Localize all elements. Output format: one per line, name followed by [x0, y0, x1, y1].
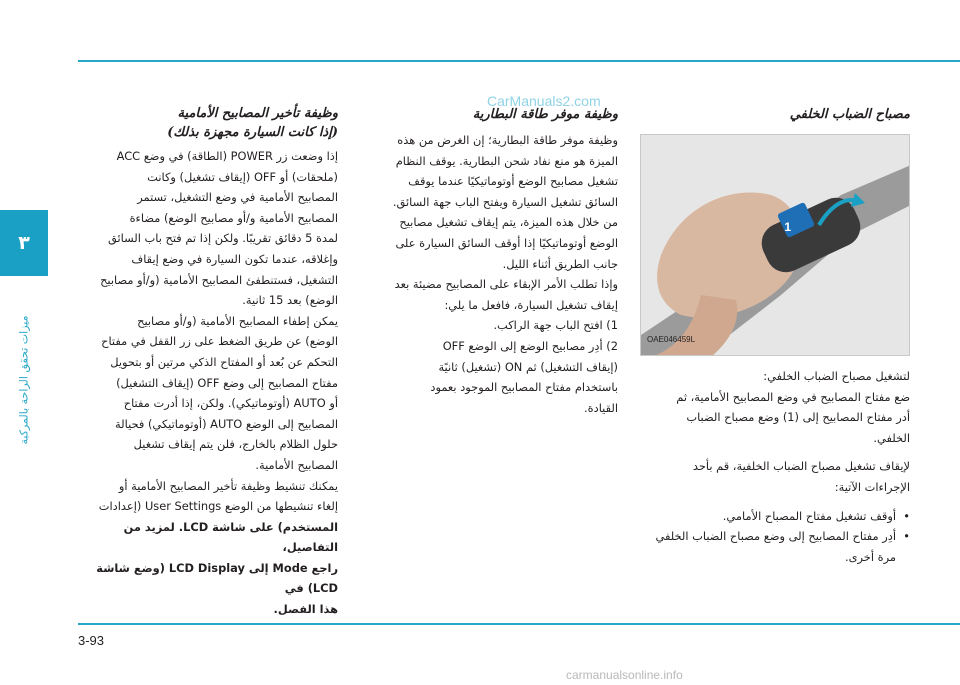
text-line: المصابيح الأمامية. [255, 457, 338, 472]
text-line: إيقاف تشغيل السيارة، فافعل ما يلي: [444, 297, 618, 312]
text-line: المصابيح الأمامية في وضع التشغيل، تستمر [137, 190, 338, 205]
text-line: أدر مفتاح المصابيح إلى (1) وضع مصباح الضباب [686, 410, 910, 425]
step-line: القيادة. [584, 400, 618, 415]
text-line: وظيفة موفر طاقة البطارية؛ إن الغرض من هذه [397, 133, 618, 147]
text-line: تشغيل مصابيح الوضع أوتوماتيكيًا عندما يوقف [408, 174, 618, 189]
headlight-delay-heading [78, 104, 338, 142]
battery-saver-heading: وظيفة موفر طاقة البطارية [472, 107, 618, 122]
text-line: أو AUTO (أوتوماتيكي). ولكن، إذا أدرت مفتاح [123, 396, 338, 411]
heading-line: (إذا كانت السيارة مجهزة بذلك) [167, 125, 338, 140]
rear-fog-heading: مصباح الضباب الخلفي [789, 107, 910, 122]
chapter-tab [0, 210, 48, 276]
svg-text:1: 1 [784, 220, 791, 234]
image-code: OAE046459L [647, 335, 696, 345]
text-line: إلغاء تنشيطها من الوضع User Settings (إعدادات [98, 499, 338, 514]
text-line: الوضع أوتوماتيكيًا إذا أوقف السائق السيارة على [395, 235, 618, 250]
watermark-top: CarManuals2.com [487, 93, 601, 109]
text-line: المصابيح إلى الوضع AUTO (أوتوماتيكي) فحيالة [115, 416, 338, 431]
chapter-number: ٣ [18, 232, 30, 254]
bottom-divider [78, 623, 960, 625]
text-line: الوضع) بعد 15 ثانية. [242, 293, 338, 308]
heading-line: وظيفة تأخير المصابيح الأمامية [177, 106, 338, 121]
step-line: 1) افتح الباب جهة الراكب. [493, 318, 618, 333]
text-line: يمكنك تنشيط وظيفة تأخير المصابيح الأمامية أو [118, 478, 338, 493]
step-line: (إيقاف التشغيل) ثم ON (تشغيل) ثانيًة [438, 359, 618, 374]
bullet-item: • أدِر مفتاح المصابيح إلى وضع مصباح الضباب الخلفي مرة أخرى. [640, 526, 910, 567]
text-line: ضع مفتاح المصابيح في وضع المصابيح الأمامية، ثم [676, 389, 910, 404]
rear-fog-off-instructions [640, 456, 910, 497]
step-line: باستخدام مفتاح المصابيح الموجود بعمود [430, 380, 618, 395]
text-line: هذا الفصل. [273, 602, 338, 617]
text-line: حلول الظلام بالخارج، فلن يتم إيقاف تشغيل [133, 437, 338, 452]
text-line: الميزة هو منع نفاد شحن البطارية. يوقف النظام [395, 153, 618, 168]
rear-fog-section [640, 104, 910, 567]
text-line: راجع Mode إلى LCD Display (وضع شاشة LCD) في [96, 560, 338, 596]
text-line: السائق تشغيل السيارة ويفتح الباب جهة السائق. [392, 194, 618, 209]
text-line: لمدة 5 دقائق تقريبًا. ولكن إذا تم فتح باب السائق [107, 231, 338, 246]
text-line: لإيقاف تشغيل مصباح الضباب الخلفية، قم بأحد [692, 459, 910, 474]
text-line: الوضع) عن طريق الضغط على زر القفل في مفتاح [101, 334, 338, 349]
text-line: الخلفي. [873, 430, 910, 445]
watermark-bottom: carmanualsonline.info [566, 668, 683, 682]
step-line: 2) أدِر مصابيح الوضع إلى الوضع OFF [442, 338, 618, 353]
text-line: (ملحقات) أو OFF (إيقاف تشغيل) وكانت [147, 169, 338, 184]
text-line: المصابيح الأمامية و/أو مصابيح الوضع) مضاءة [129, 210, 338, 225]
text-line: مفتاح المصابيح إلى وضع OFF (إيقاف التشغيل) [116, 375, 338, 390]
rear-fog-on-instructions [640, 366, 910, 448]
hand-on-switch-illustration [641, 135, 910, 356]
page-number: 3-93 [78, 633, 105, 648]
chapter-label: ميزات تحقق الراحة بالمركبة [17, 315, 31, 445]
battery-saver-section [355, 104, 618, 418]
bullet-item: • أوقف تشغيل مفتاح المصباح الأمامي. [640, 506, 910, 527]
text-line: الإجراءات الآتية: [834, 479, 910, 494]
text-line: التحكم عن بُعد أو المفتاح الذكي مرتين أو بتحويل [110, 354, 338, 369]
fog-light-switch-photo [640, 134, 910, 356]
text-line: المستخدم) على شاشة LCD. لمزيد من التفاصيل، [123, 519, 338, 555]
text-line: إذا وضعت زر POWER (الطاقة) في وضع ACC [116, 149, 338, 163]
text-line: يمكن إطفاء المصابيح الأمامية (و/أو مصابيح [137, 313, 338, 328]
headlight-delay-section [78, 104, 338, 620]
text-line: من خلال هذه الميزة، يتم إيقاف تشغيل مصابيح [399, 215, 618, 230]
text-line: جانب الطريق أثناء الليل. [502, 256, 618, 271]
text-line: وإذا تطلب الأمر الإبقاء على المصابيح مضيئة بعد [394, 277, 618, 292]
top-divider [78, 60, 960, 62]
text-line: التشغيل، فستنطفئ المصابيح الأمامية (و/أو مصابيح [100, 272, 338, 287]
text-line: وإغلاقه، عندما تكون السيارة في وضع إيقاف [131, 251, 338, 266]
chapter-label-container [14, 290, 34, 470]
rear-fog-intro: لتشغيل مصباح الضباب الخلفي: [763, 369, 910, 383]
